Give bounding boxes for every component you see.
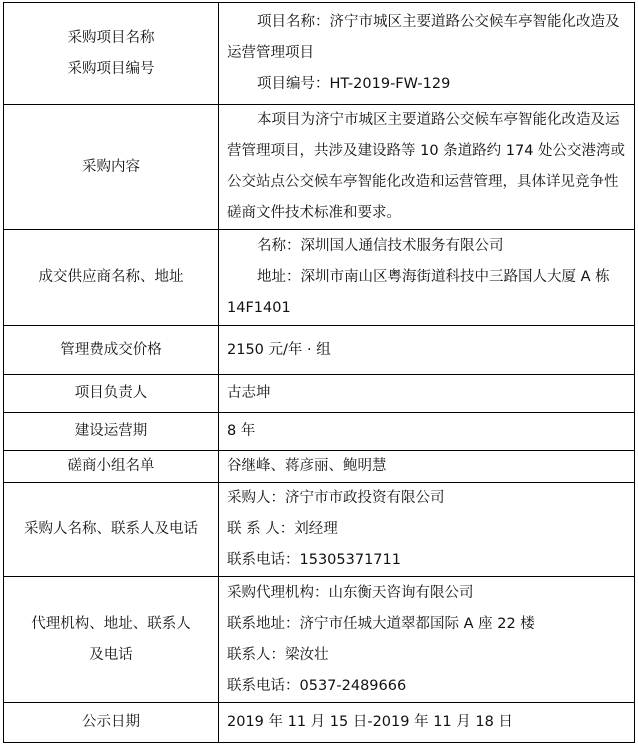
table-row-project [4,3,635,105]
value-supplier [219,230,635,326]
label-panel: 磋商小组名单 [4,451,219,483]
value-purchaser [219,483,635,577]
label-project-name: 采购项目名称 [67,29,155,46]
value-manager: 古志坤 [219,375,635,413]
label-project-number: 采购项目编号 [67,60,155,77]
label-manager: 项目负责人 [4,375,219,413]
label-date: 公示日期 [4,703,219,743]
table-row-purchaser [4,483,635,577]
table-row-panel [4,451,635,483]
agency-address: 联系地址：济宁市任城大道翠都国际 A 座 22 楼 [227,615,535,632]
agency-name: 采购代理机构：山东衡天咨询有限公司 [227,584,474,601]
value-date: 2019 年 11 月 15 日-2019 年 11 月 18 日 [219,703,635,743]
purchaser-name: 采购人：济宁市市政投资有限公司 [227,490,445,506]
value-period: 8 年 [219,413,635,451]
supplier-address: 地址：深圳市南山区粤海街道科技中三路国人大厦 A 栋 14F1401 [227,269,610,316]
purchaser-phone: 联系电话：15305371711 [227,552,401,568]
label-supplier: 成交供应商名称、地址 [4,230,219,326]
label-project [4,3,219,105]
project-name: 项目名称：济宁市城区主要道路公交候车亭智能化改造及运营管理项目 [227,14,620,61]
table-row-price [4,326,635,375]
table-row-manager [4,375,635,413]
supplier-name: 名称：深圳国人通信技术服务有限公司 [257,238,504,254]
label-content: 采购内容 [4,105,219,230]
agency-phone: 联系电话：0537-2489666 [227,677,407,694]
table-row-agency [4,577,635,703]
value-agency [219,577,635,703]
project-number: 项目编号：HT-2019-FW-129 [257,76,451,92]
label-agency-line1: 代理机构、地址、联系人 [31,615,191,632]
table-row-date [4,703,635,743]
value-project [219,3,635,105]
table-row-supplier [4,230,635,326]
label-price: 管理费成交价格 [4,326,219,375]
agency-contact: 联系人：梁汝壮 [227,646,329,663]
value-price: 2150 元/年 · 组 [219,326,635,375]
label-agency-line2: 及电话 [89,646,133,663]
purchaser-contact: 联 系 人：刘经理 [227,521,338,537]
label-purchaser: 采购人名称、联系人及电话 [4,483,219,577]
label-period: 建设运营期 [4,413,219,451]
label-agency [4,577,219,703]
procurement-result-table [3,2,635,743]
value-content [219,105,635,230]
table-row-period [4,413,635,451]
content-text: 本项目为济宁市城区主要道路公交候车亭智能化改造及运营管理项目，共涉及建设路等 10 条道路约 174 处公交港湾或公交站点公交候车亭智能化改造和运营管理，具体详见竞争性磋商文件技术标准和要求。 [227,112,626,221]
value-panel: 谷继峰、蒋彦丽、鲍明慧 [219,451,635,483]
table-row-content [4,105,635,230]
